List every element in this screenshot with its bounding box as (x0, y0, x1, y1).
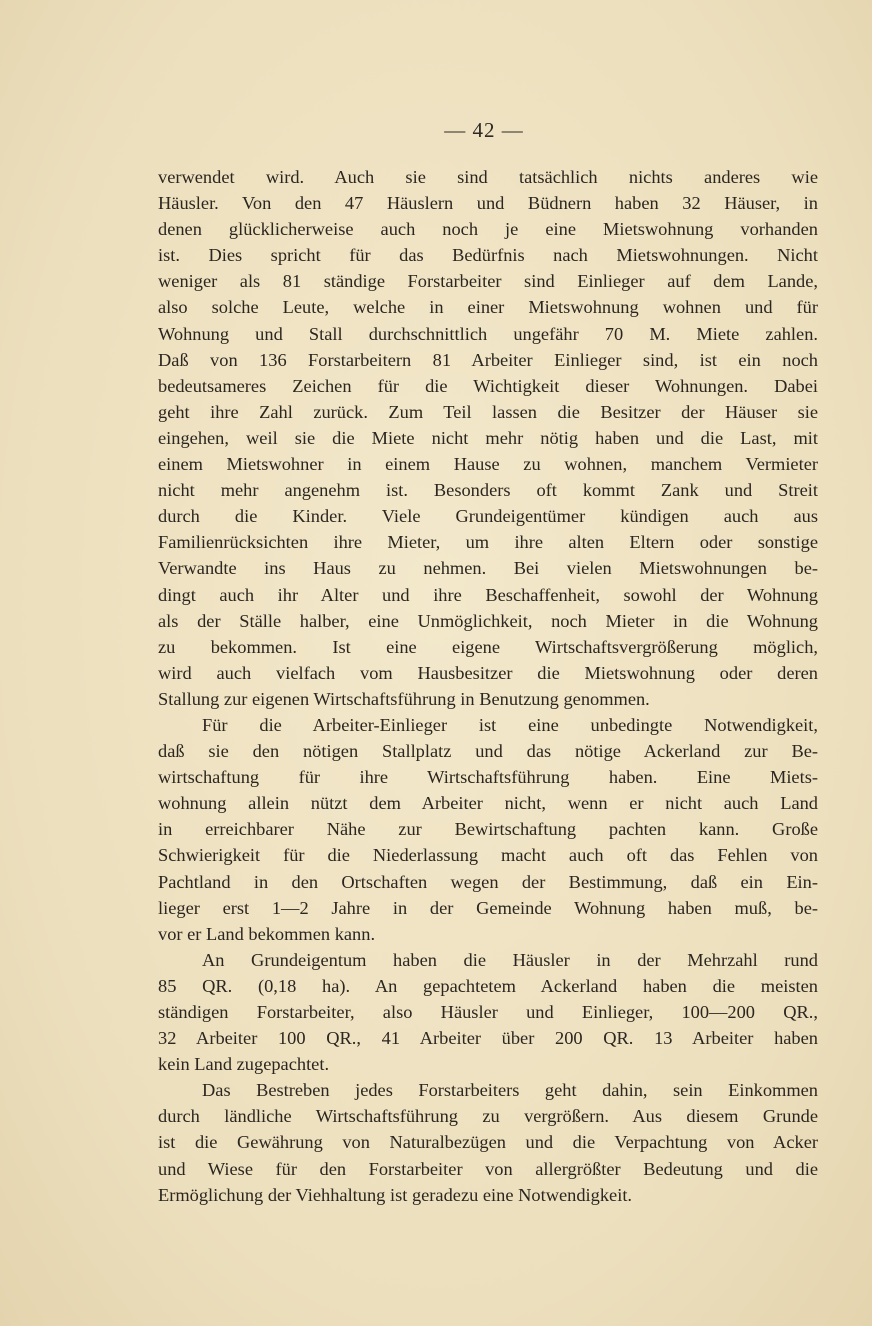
text-line: zu bekommen. Ist eine eigene Wirtschaftsvergrößerung möglich, (158, 636, 818, 657)
text-line: wird auch vielfach vom Hausbesitzer die Mietswohnung oder deren (158, 662, 818, 683)
text-line: daß sie den nötigen Stallplatz und das nötige Ackerland zur Be- (158, 741, 818, 762)
text-line: als der Ställe halber, eine Unmöglichkeit, noch Mieter in die Wohnung (158, 610, 818, 631)
text-line: in erreichbarer Nähe zur Bewirtschaftung pachten kann. Große (158, 819, 818, 840)
text-line: 32 Arbeiter 100 QR., 41 Arbeiter über 200 QR. 13 Arbeiter haben (158, 1028, 818, 1049)
text-line: Häusler. Von den 47 Häuslern und Büdnern haben 32 Häuser, in (158, 193, 818, 214)
text-line: und Wiese für den Forstarbeiter von allergrößter Bedeutung und die (158, 1158, 818, 1179)
text-line: verwendet wird. Auch sie sind tatsächlich nichts anderes wie (158, 167, 818, 187)
text-line: ist die Gewährung von Naturalbezügen und die Verpachtung von Acker (158, 1132, 818, 1153)
text-line: also solche Leute, welche in einer Mietswohnung wohnen und für (158, 297, 818, 318)
text-line: wohnung allein nützt dem Arbeiter nicht, wenn er nicht auch Land (158, 793, 818, 814)
text-line: weniger als 81 ständige Forstarbeiter sind Einlieger auf dem Lande, (158, 271, 818, 292)
text-line: Verwandte ins Haus zu nehmen. Bei vielen Mietswohnungen be- (158, 558, 818, 579)
text-line: 85 QR. (0,18 ha). An gepachtetem Ackerland haben die meisten (158, 975, 818, 996)
text-line: Stallung zur eigenen Wirtschaftsführung in Benutzung genommen. (158, 688, 650, 709)
text-line: ist. Dies spricht für das Bedürfnis nach Mietswohnungen. Nicht (158, 245, 818, 266)
text-line: Ermöglichung der Viehhaltung ist geradezu eine Notwendigkeit. (158, 1184, 633, 1205)
text-line: nicht mehr angenehm ist. Besonders oft kommt Zank und Streit (158, 480, 818, 501)
text-line: Für die Arbeiter-Einlieger ist eine unbedingte Notwendigkeit, (202, 714, 818, 735)
text-line: Familienrücksichten ihre Mieter, um ihre alten Eltern oder sonstige (158, 532, 818, 553)
page-number: — 42 — (444, 118, 524, 142)
text-line: durch ländliche Wirtschaftsführung zu vergrößern. Aus diesem Grunde (158, 1106, 818, 1127)
body-text (158, 164, 818, 1208)
text-line: Daß von 136 Forstarbeitern 81 Arbeiter Einlieger sind, ist ein noch (158, 349, 818, 370)
paragraph (158, 947, 818, 1077)
text-line: Schwierigkeit für die Niederlassung macht auch oft das Fehlen von (158, 845, 818, 866)
paragraph (158, 1077, 818, 1207)
text-line: lieger erst 1—2 Jahre in der Gemeinde Wohnung haben muß, be- (158, 897, 818, 918)
text-line: ständigen Forstarbeiter, also Häusler und Einlieger, 100—200 QR., (158, 1002, 818, 1022)
text-line: einem Mietswohner in einem Hause zu wohnen, manchem Vermieter (158, 454, 818, 475)
text-line: vor er Land bekommen kann. (158, 923, 376, 944)
text-line: kein Land zugepachtet. (158, 1054, 330, 1075)
paragraph (158, 164, 818, 712)
text-line: geht ihre Zahl zurück. Zum Teil lassen die Besitzer der Häuser sie (158, 401, 818, 422)
text-line: eingehen, weil sie die Miete nicht mehr nötig haben und die Last, mit (158, 427, 818, 448)
text-line: dingt auch ihr Alter und ihre Beschaffenheit, sowohl der Wohnung (158, 584, 818, 605)
text-line: bedeutsameres Zeichen für die Wichtigkeit dieser Wohnungen. Dabei (158, 375, 818, 396)
text-line: wirtschaftung für ihre Wirtschaftsführung haben. Eine Miets- (158, 767, 818, 788)
text-line: An Grundeigentum haben die Häusler in der Mehrzahl rund (202, 949, 818, 970)
text-line: Das Bestreben jedes Forstarbeiters geht dahin, sein Einkommen (202, 1080, 818, 1101)
text-line: durch die Kinder. Viele Grundeigentümer kündigen auch aus (158, 506, 818, 527)
text-line: denen glücklicherweise auch noch je eine Mietswohnung vorhanden (158, 219, 818, 240)
text-line: Pachtland in den Ortschaften wegen der Bestimmung, daß ein Ein- (158, 871, 818, 892)
text-line: Wohnung und Stall durchschnittlich ungefähr 70 M. Miete zahlen. (158, 323, 818, 344)
paragraph (158, 712, 818, 947)
